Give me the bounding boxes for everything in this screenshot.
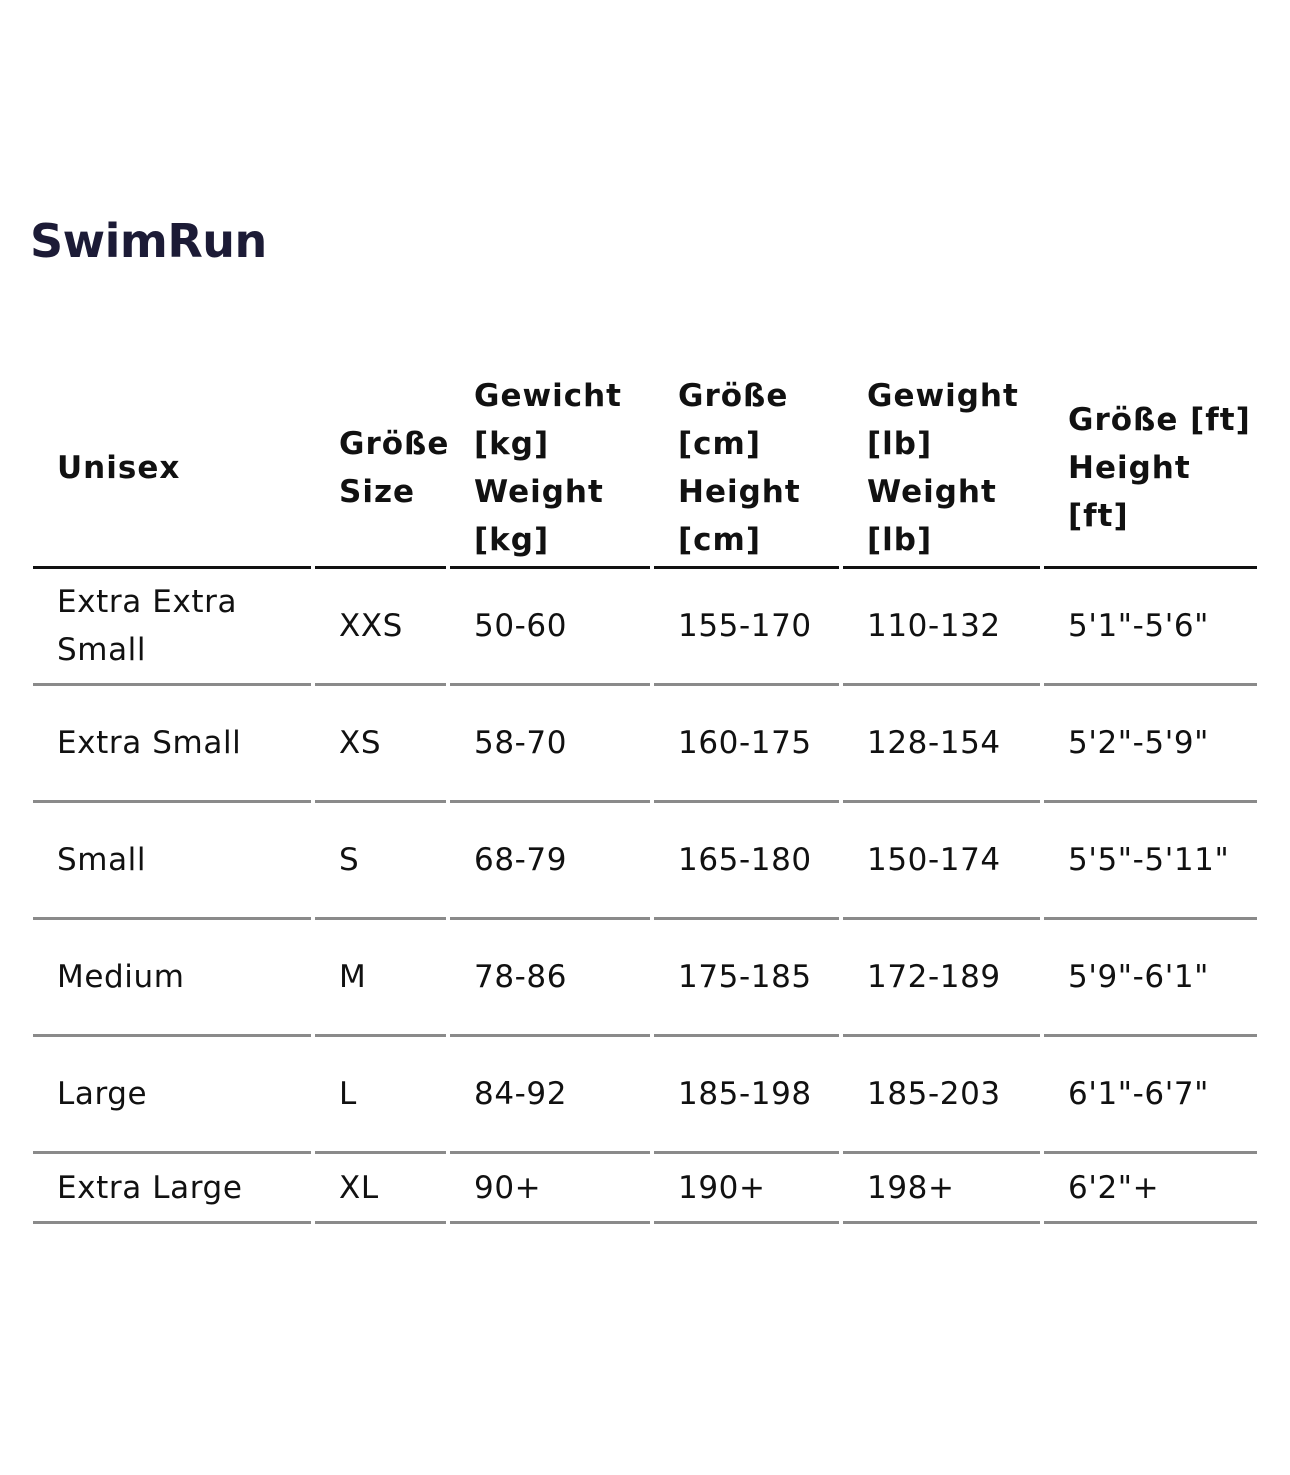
cell-height-ft: 5'5"-5'11": [1044, 803, 1257, 920]
header-line: Weight: [867, 474, 997, 510]
header-line: Gewight: [867, 378, 1019, 414]
cell-size: M: [315, 920, 446, 1037]
header-unisex: [33, 372, 311, 569]
table-row: [33, 1154, 1257, 1224]
header-line: [lb]: [867, 426, 933, 462]
header-line: [lb]: [867, 522, 933, 558]
cell-height-cm: 160-175: [654, 686, 839, 803]
cell-size: S: [315, 803, 446, 920]
cell-unisex: Extra Small: [33, 686, 311, 803]
header-line: Größe: [339, 426, 450, 462]
cell-size: XL: [315, 1154, 446, 1224]
cell-weight-lb: 198+: [843, 1154, 1040, 1224]
header-line: Größe: [678, 378, 789, 414]
cell-height-cm: 185-198: [654, 1037, 839, 1154]
table-row: [33, 803, 1257, 920]
page-title: SwimRun: [30, 214, 267, 268]
header-line: [kg]: [474, 522, 550, 558]
cell-height-ft: 6'1"-6'7": [1044, 1037, 1257, 1154]
table-header-row: [33, 372, 1257, 569]
header-height-cm: [654, 372, 839, 569]
table-row: [33, 686, 1257, 803]
cell-unisex: Extra Large: [33, 1154, 311, 1224]
cell-height-ft: 6'2"+: [1044, 1154, 1257, 1224]
table-row: [33, 920, 1257, 1037]
cell-unisex: Large: [33, 1037, 311, 1154]
table-row: [33, 569, 1257, 686]
header-height-ft: [1044, 372, 1257, 569]
header-line: Gewicht: [474, 378, 622, 414]
cell-weight-lb: 128-154: [843, 686, 1040, 803]
header-line: Größe [ft]: [1068, 402, 1251, 438]
header-line: Unisex: [57, 450, 181, 486]
cell-height-ft: 5'9"-6'1": [1044, 920, 1257, 1037]
cell-height-ft: 5'2"-5'9": [1044, 686, 1257, 803]
cell-weight-kg: 50-60: [450, 569, 650, 686]
cell-height-cm: 165-180: [654, 803, 839, 920]
cell-height-cm: 155-170: [654, 569, 839, 686]
header-line: Size: [339, 474, 416, 510]
cell-unisex: Small: [33, 803, 311, 920]
cell-weight-lb: 150-174: [843, 803, 1040, 920]
cell-unisex: Medium: [33, 920, 311, 1037]
cell-size: XS: [315, 686, 446, 803]
cell-weight-kg: 78-86: [450, 920, 650, 1037]
header-line: [kg]: [474, 426, 550, 462]
cell-height-cm: 175-185: [654, 920, 839, 1037]
cell-weight-kg: 58-70: [450, 686, 650, 803]
size-chart-table: [29, 372, 1261, 1224]
cell-unisex: Extra Extra Small: [33, 569, 311, 686]
cell-size: XXS: [315, 569, 446, 686]
cell-weight-kg: 84-92: [450, 1037, 650, 1154]
header-weight-lb: [843, 372, 1040, 569]
header-line: Height: [678, 474, 801, 510]
table-row: [33, 1037, 1257, 1154]
header-line: Weight: [474, 474, 604, 510]
cell-height-ft: 5'1"-5'6": [1044, 569, 1257, 686]
cell-weight-lb: 172-189: [843, 920, 1040, 1037]
header-line: Height [ft]: [1068, 450, 1191, 534]
header-line: [cm]: [678, 522, 762, 558]
cell-height-cm: 190+: [654, 1154, 839, 1224]
cell-weight-lb: 185-203: [843, 1037, 1040, 1154]
header-line: [cm]: [678, 426, 762, 462]
cell-weight-kg: 68-79: [450, 803, 650, 920]
cell-weight-lb: 110-132: [843, 569, 1040, 686]
header-size: [315, 372, 450, 569]
cell-size: L: [315, 1037, 446, 1154]
cell-weight-kg: 90+: [450, 1154, 650, 1224]
header-weight-kg: [450, 372, 650, 569]
